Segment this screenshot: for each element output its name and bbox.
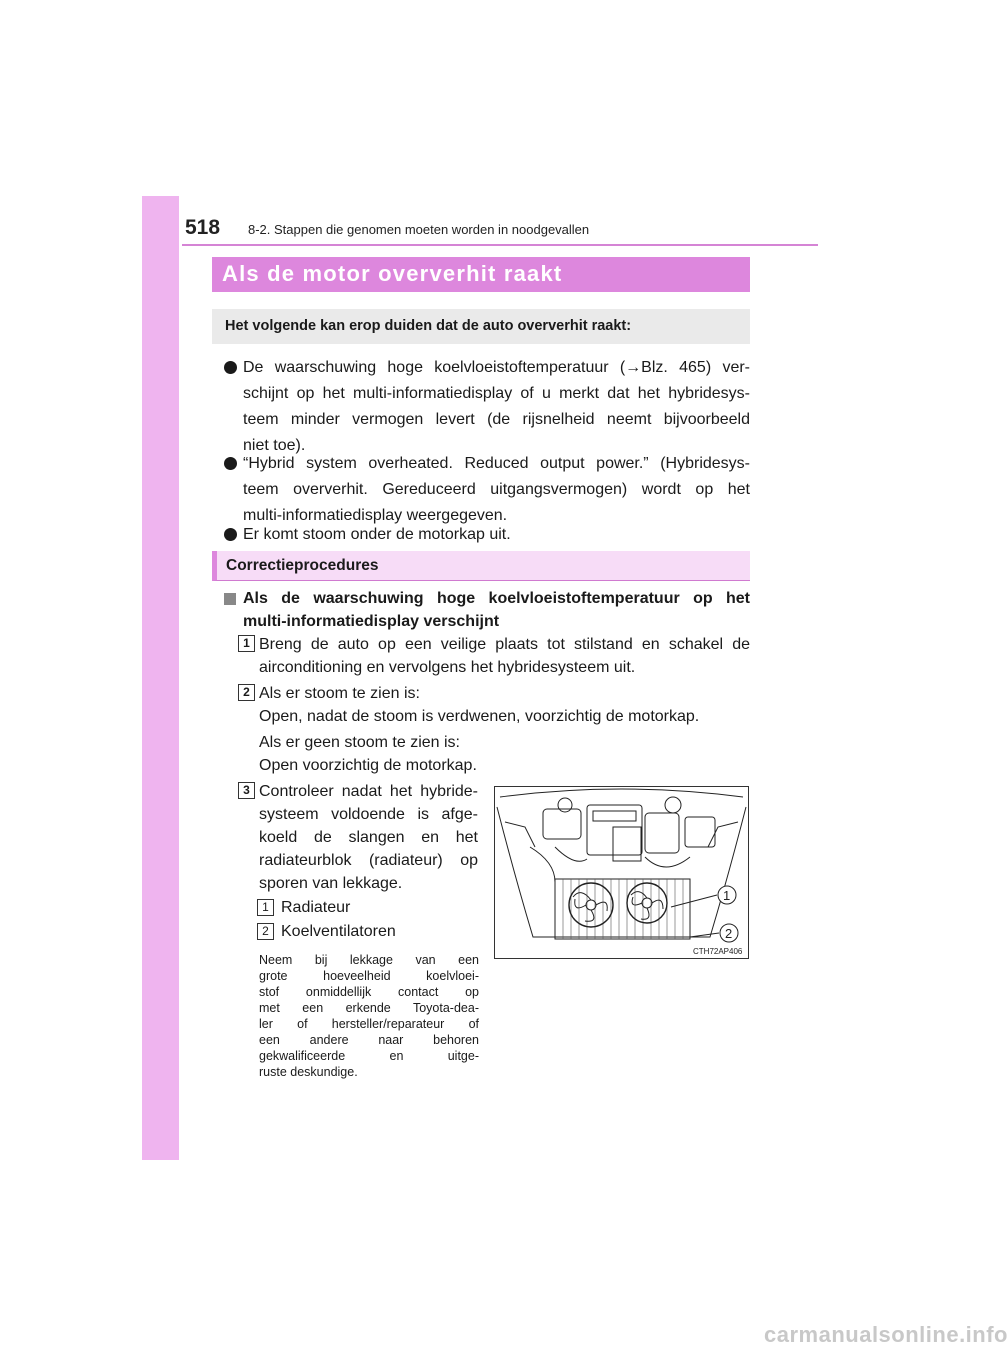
engine-bay-illustration	[495, 787, 748, 958]
subsection-line-2: multi-informatiedisplay verschijnt	[243, 613, 500, 630]
step-3-line-4: radiateurblok (radiateur) op	[259, 852, 478, 869]
bullet-1-line-1: De waarschuwing hoge koelvloeistoftemperatuur (→Blz. 465) ver-	[243, 359, 750, 376]
intro-heading: Het volgende kan erop duiden dat de auto oververhit raakt:	[225, 318, 632, 334]
step-3-line-3: koeld de slangen en het	[259, 829, 478, 846]
note-line-3: stof onmiddellijk contact op	[259, 985, 479, 999]
step-number-box: 3	[238, 782, 255, 799]
figure-code: CTH72AP406	[693, 947, 743, 956]
bullet-dot	[224, 457, 237, 470]
note-line-4: met een erkende Toyota-dea-	[259, 1001, 479, 1015]
note-line-5: ler of hersteller/reparateur of	[259, 1017, 479, 1031]
note-line-7: gekwalificeerde en uitge-	[259, 1049, 479, 1063]
step-number-box: 1	[238, 635, 255, 652]
legend-number: 2	[257, 923, 274, 940]
step-3-line-1: Controleer nadat het hybride-	[259, 783, 478, 800]
legend-number: 1	[257, 899, 274, 916]
note-line-2: grote hoeveelheid koelvloei-	[259, 969, 479, 983]
watermark: carmanualsonline.info	[764, 1322, 1008, 1347]
bullet-dot	[224, 528, 237, 541]
note-line-8: ruste deskundige.	[259, 1065, 358, 1079]
procedures-heading-box	[212, 551, 750, 581]
step-2-line-3: Als er geen stoom te zien is:	[259, 734, 460, 751]
chapter-title: 8-2. Stappen die genomen moeten worden in noodgevallen	[248, 222, 590, 237]
section-banner	[212, 257, 750, 292]
intro-heading-box	[212, 309, 750, 344]
step-number-box: 2	[238, 684, 255, 701]
step-1-line-2: airconditioning en vervolgens het hybridesysteem uit.	[259, 659, 636, 676]
bullet-1-line-3: teem minder vermogen levert (de rijsnelheid neemt bijvoorbeeld	[243, 411, 750, 428]
bullet-dot	[224, 361, 237, 374]
note-line-6: een andere naar behoren	[259, 1033, 479, 1047]
legend-label-radiator: Radiateur	[281, 899, 351, 916]
bullet-3-line-1: Er komt stoom onder de motorkap uit.	[243, 526, 511, 543]
figure-callout-2	[720, 924, 738, 942]
note-line-1: Neem bij lekkage van een	[259, 953, 479, 967]
figure-callout-2-label: 2	[725, 926, 733, 941]
square-bullet	[224, 593, 236, 605]
bullet-1-line-4: niet toe).	[243, 437, 306, 454]
figure-callout-1	[718, 886, 736, 904]
step-2-line-2: Open, nadat de stoom is verdwenen, voorzichtig de motorkap.	[259, 708, 700, 725]
bullet-2-line-1: “Hybrid system overheated. Reduced output power.” (Hybridesys-	[243, 455, 750, 472]
bullet-2-line-2: teem oververhit. Gereduceerd uitgangsvermogen) wordt op het	[243, 481, 750, 498]
section-title: Als de motor oververhit raakt	[222, 261, 563, 286]
legend-label-fans: Koelventilatoren	[281, 923, 396, 940]
chapter-side-tab	[142, 196, 179, 1160]
step-3-line-2: systeem voldoende is afge-	[259, 806, 478, 823]
bullet-1-line-2: schijnt op het multi-informatiedisplay of u merkt dat het hybridesys-	[243, 385, 750, 402]
header-rule	[182, 244, 818, 246]
figure-callout-1-label: 1	[723, 888, 731, 903]
engine-compartment-figure	[494, 786, 749, 959]
step-1-line-1: Breng de auto op een veilige plaats tot stilstand en schakel de	[259, 636, 750, 653]
page-number: 518	[185, 216, 221, 239]
subsection-line-1: Als de waarschuwing hoge koelvloeistoftemperatuur op het	[243, 590, 750, 607]
procedures-heading: Correctieprocedures	[226, 557, 379, 574]
step-3-line-5: sporen van lekkage.	[259, 875, 403, 892]
step-2-line-4: Open voorzichtig de motorkap.	[259, 757, 477, 774]
bullet-2-line-3: multi-informatiedisplay weergegeven.	[243, 507, 508, 524]
step-2-line-1: Als er stoom te zien is:	[259, 685, 420, 702]
